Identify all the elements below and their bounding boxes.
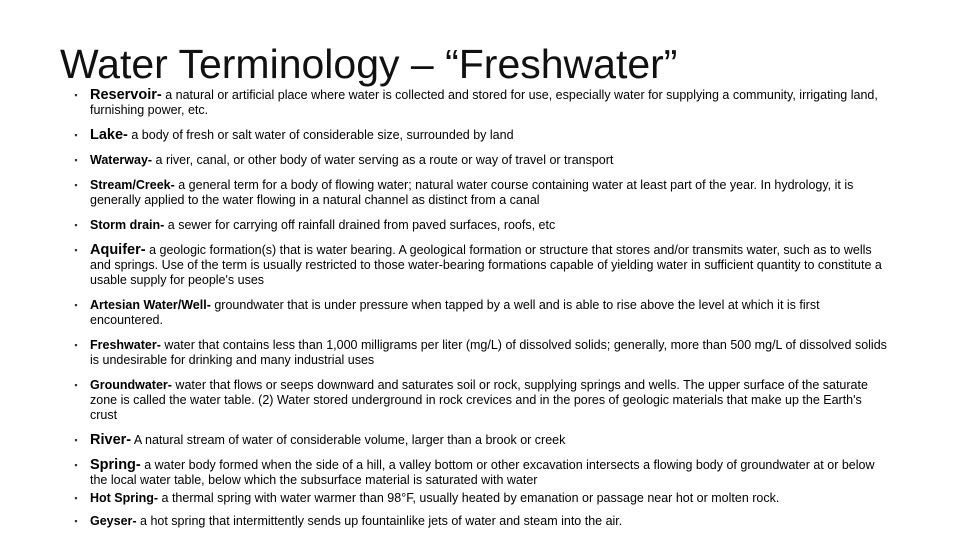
bullet-icon: ▪ [74,300,78,310]
term-name: Storm drain- [90,218,165,232]
term-item-reservoir [72,88,892,118]
bullet-icon: ▪ [74,220,78,230]
term-name: Artesian Water/Well- [90,298,211,312]
bullet-icon: ▪ [74,435,78,445]
bullet-icon: ▪ [74,516,78,526]
bullet-icon: ▪ [74,245,78,255]
term-item-river [72,433,892,448]
term-name: Aquifer- [90,242,146,258]
term-item-lake [72,128,892,143]
bullet-icon: ▪ [74,180,78,190]
bullet-icon: ▪ [74,155,78,165]
term-definition: a hot spring that intermittently sends up fountainlike jets of water and steam into the air. [136,514,623,528]
term-name: Geyser- [90,514,137,528]
term-name: Groundwater- [90,378,172,392]
term-definition: a river, canal, or other body of water serving as a route or way of travel or transport [152,153,614,167]
term-item-waterway [72,153,892,168]
term-definition: a geologic formation(s) that is water bearing. A geological formation or structure that stores and/or transmits water, such as to wells and springs. Use of the term is usually restricted to those water-bearing formations capable of yielding water in sufficient quantity to constitute a usable supply for people's uses [90,243,882,287]
term-name: Hot Spring- [90,491,159,505]
term-name: River- [90,432,132,448]
term-item-hot-spring [72,491,892,506]
bullet-icon: ▪ [74,380,78,390]
term-definition: a water body formed when the side of a hill, a valley bottom or other excavation intersects a flowing body of groundwater at or below the local water table, below which the subsurface material is saturated with water [90,458,875,487]
term-item-stream-creek [72,178,892,208]
term-name: Spring- [90,457,141,473]
term-item-artesian-water-well [72,298,892,328]
term-definition: a body of fresh or salt water of considerable size, surrounded by land [127,128,514,142]
term-definition: water that contains less than 1,000 milligrams per liter (mg/L) of dissolved solids; generally, more than 500 mg/L of dissolved solids is undesirable for drinking and many industrial uses [90,338,887,367]
term-name: Reservoir- [90,87,162,103]
term-item-freshwater [72,338,892,368]
term-item-spring [72,458,892,488]
term-definition: a natural or artificial place where water is collected and stored for use, especially water for supplying a community, irrigating land, furnishing power, etc. [90,88,878,117]
term-definition: a thermal spring with water warmer than 98°F, usually heated by emanation or passage near hot or molten rock. [158,491,780,505]
term-definition: a general term for a body of flowing water; natural water course containing water at least part of the year. In hydrology, it is generally applied to the water flowing in a natural channel as distinct from a canal [90,178,854,207]
term-definition: water that flows or seeps downward and saturates soil or rock, supplying springs and wells. The upper surface of the saturate zone is called the water table. (2) Water stored underground in rock crevices and in the pores of geologic materials that make up the Earth's crust [90,378,868,422]
term-item-geyser [72,514,892,529]
term-definition: groundwater that is under pressure when tapped by a well and is able to rise above the level at which it is first encountered. [90,298,820,327]
term-name: Waterway- [90,153,153,167]
term-item-groundwater [72,378,892,423]
term-definition: a sewer for carrying off rainfall drained from paved surfaces, roofs, etc [164,218,556,232]
bullet-icon: ▪ [74,493,78,503]
slide-title: Water Terminology – “Freshwater” [60,41,678,87]
term-item-storm-drain [72,218,892,233]
term-item-aquifer [72,243,892,288]
bullet-icon: ▪ [74,130,78,140]
bullet-icon: ▪ [74,90,78,100]
term-name: Stream/Creek- [90,178,175,192]
bullet-icon: ▪ [74,340,78,350]
term-name: Lake- [90,127,128,143]
bullet-icon: ▪ [74,460,78,470]
term-name: Freshwater- [90,338,161,352]
term-definition: A natural stream of water of considerable volume, larger than a brook or creek [131,433,566,447]
